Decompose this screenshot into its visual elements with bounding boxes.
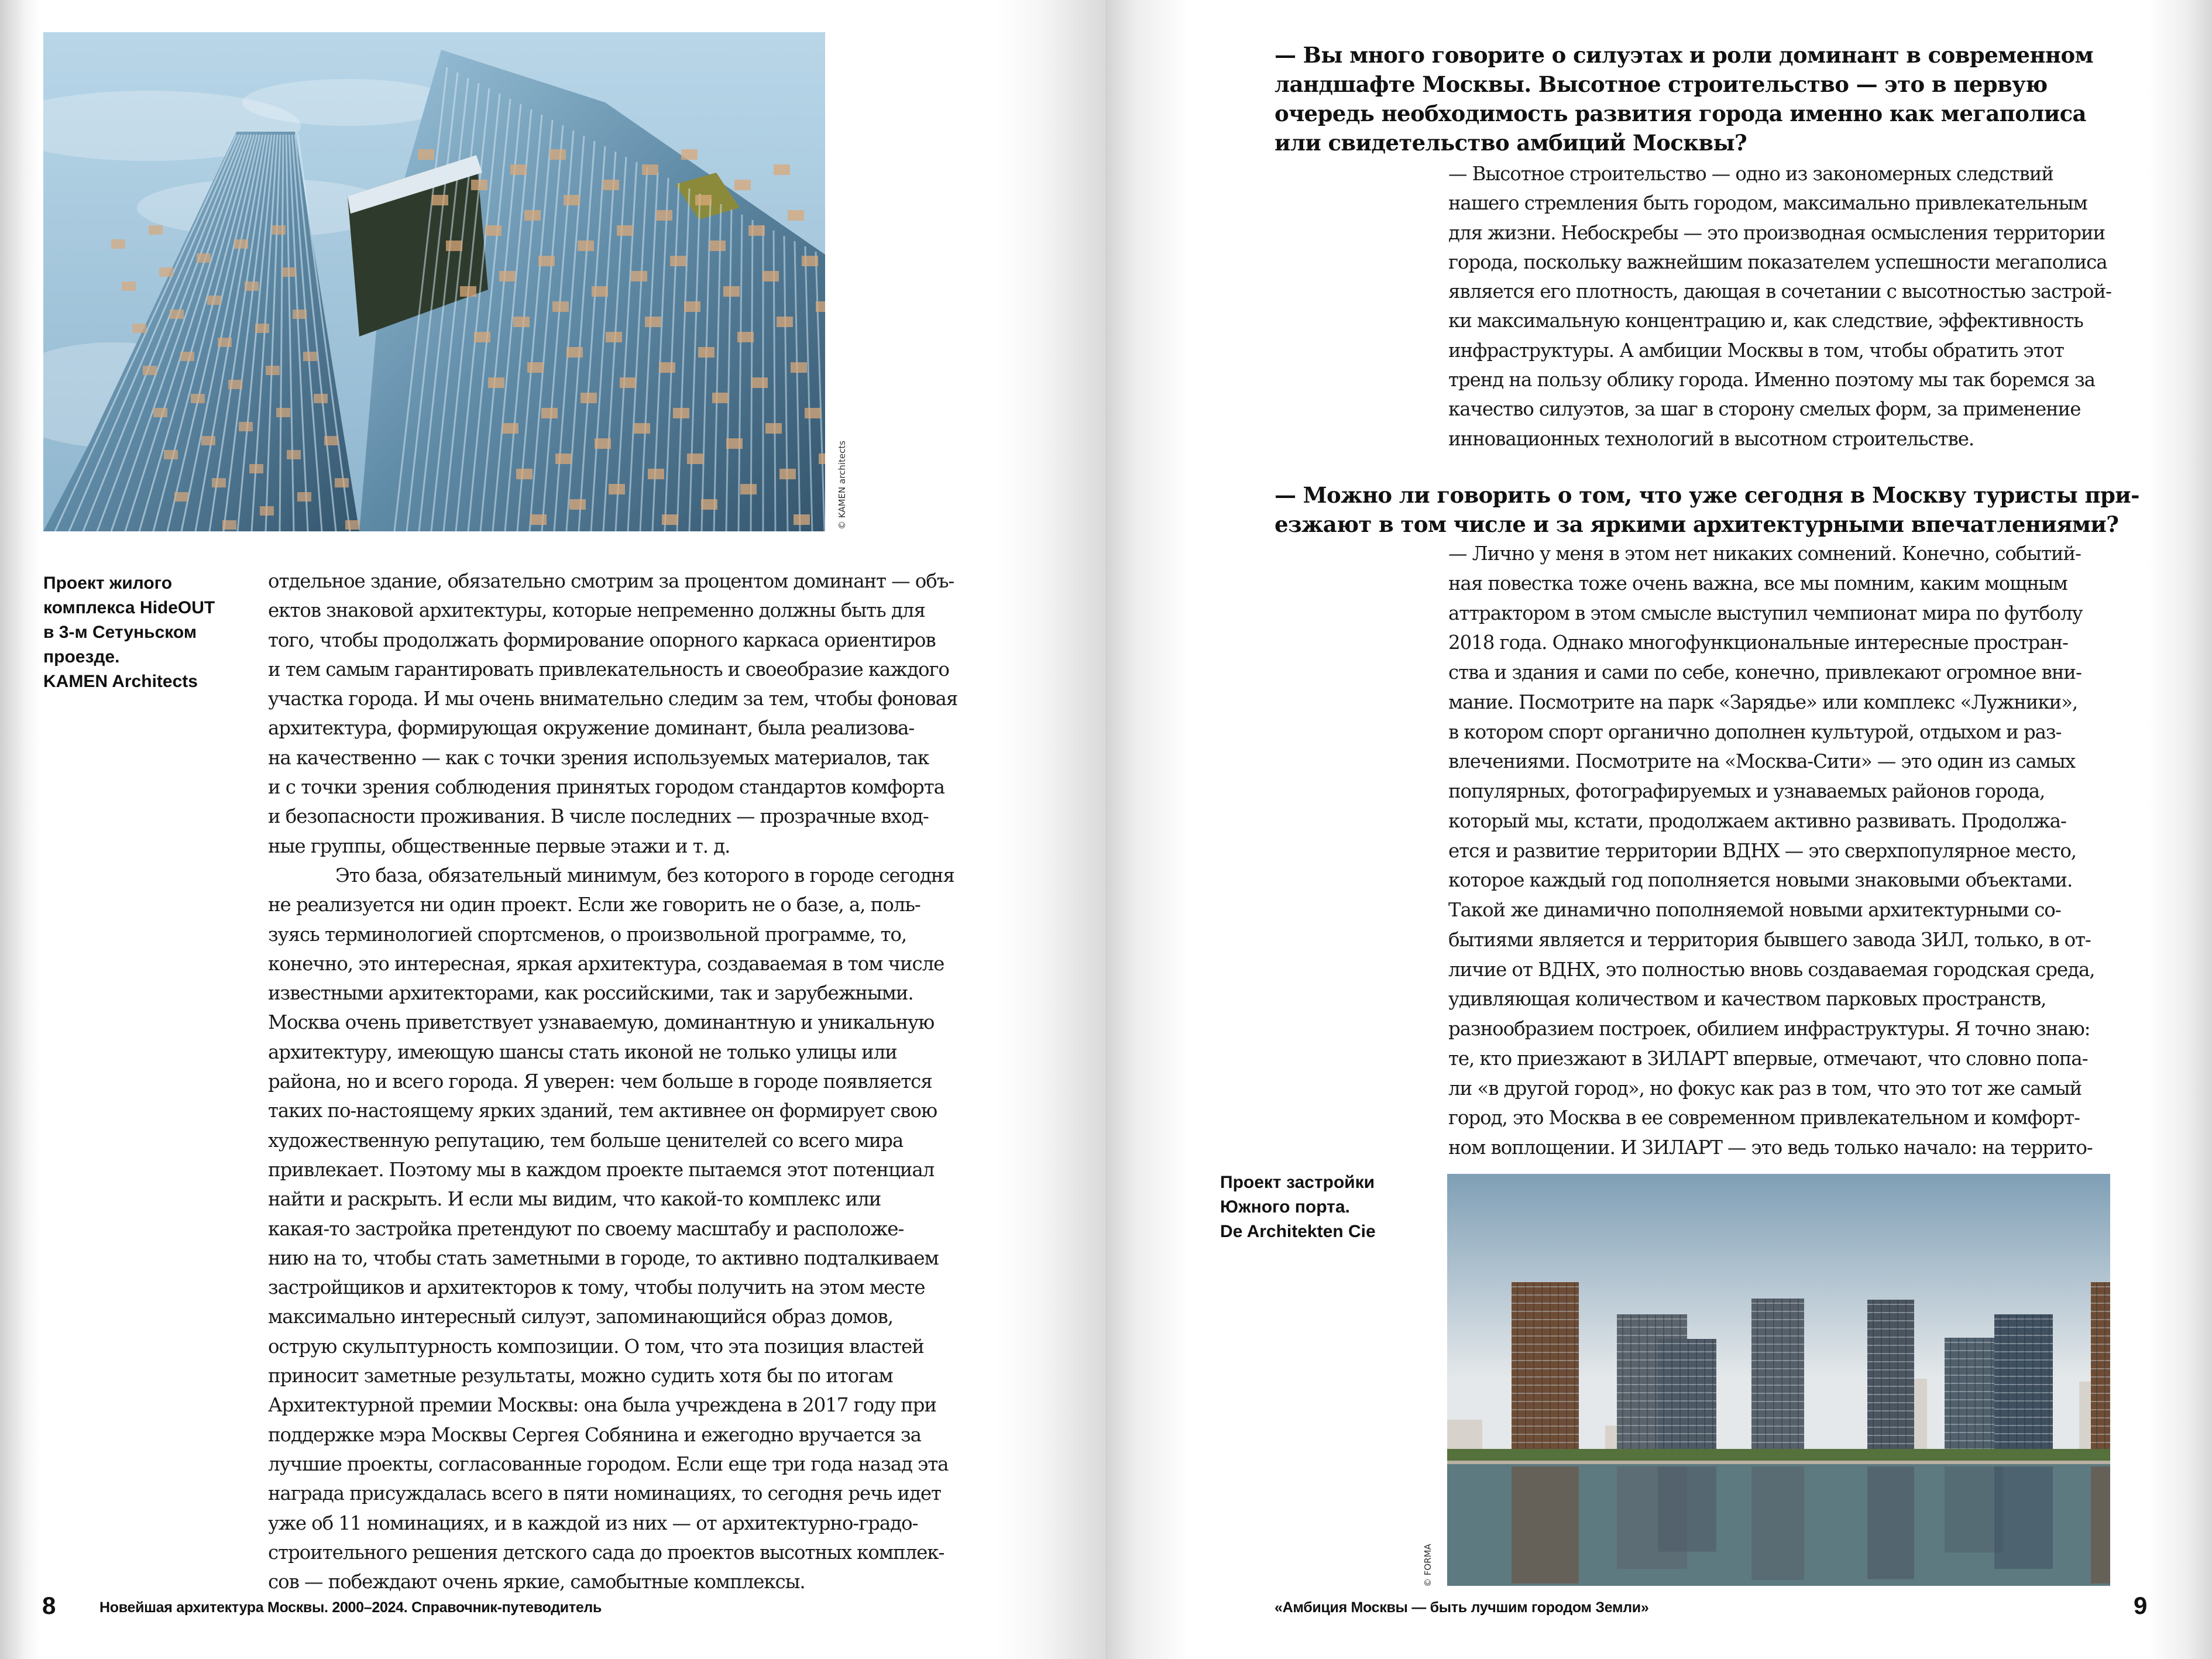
text-line: Архитектурной премии Москвы: она была учреждена в 2017 году при: [268, 1394, 936, 1417]
embankment: [1447, 1461, 2110, 1464]
page-number-right: 9: [2134, 1592, 2148, 1619]
photo-caption-hideout: [43, 571, 215, 694]
window-light: [524, 210, 541, 221]
gutter-shadow: [1107, 0, 1189, 1659]
text-line: архитектура, формирующая окружение доминант, была реализова-: [268, 717, 915, 740]
running-footer-right: «Амбиция Москвы — быть лучшим городом Земли»: [1275, 1599, 1649, 1616]
text-line: ные группы, общественные первые этажи и т. д.: [268, 834, 730, 857]
window-light: [578, 241, 594, 251]
photo-credit-forma: © FORMA: [1423, 1544, 1433, 1587]
text-line: тренд на пользу облику города. Именно поэтому мы так боремся за: [1448, 369, 2095, 391]
window-light: [774, 164, 790, 175]
window-light: [516, 469, 533, 479]
text-line: конечно, это интересная, яркая архитектура, создаваемая в том числе: [268, 952, 944, 975]
window-light: [695, 195, 712, 205]
text-line: нашего стремления быть городом, максимально привлекательным: [1448, 192, 2087, 215]
page-number-left: 8: [42, 1592, 56, 1619]
window-light: [488, 377, 504, 388]
window-light: [737, 332, 754, 342]
text-line: для жизни. Небоскребы — это производная осмысления территории: [1448, 221, 2105, 244]
photo-credit-kamen: © KAMEN architects: [837, 440, 847, 530]
text-line: который мы, кстати, продолжаем активно развивать. Продолжа-: [1448, 809, 2066, 832]
window-light: [723, 286, 740, 297]
window-light: [734, 180, 751, 190]
window-light: [282, 267, 296, 277]
text-line: того, чтобы продолжать формирование опорного каркаса ориентиров: [268, 628, 936, 651]
text-line: какая-то застройка претендуют по своему масштабу и расположе-: [268, 1217, 904, 1240]
window-light: [701, 499, 717, 510]
text-line: максимально интересный силуэт, запоминающийся образ домов,: [268, 1306, 893, 1328]
window-light: [335, 478, 349, 487]
text-line: популярных, фотографируемых и узнаваемых районов города,: [1448, 780, 2045, 802]
gutter-shadow: [995, 0, 1106, 1659]
window-light: [297, 492, 311, 502]
window-light: [748, 225, 765, 236]
tower-reflection: [1867, 1466, 1914, 1579]
text-line: художественную репутацию, тем больше ценителей со всего мира: [268, 1129, 904, 1152]
window-light: [245, 281, 259, 291]
text-line: Такой же динамично пополняемой новыми архитектурными со-: [1448, 899, 2061, 921]
text-line: ная повестка тоже очень важна, все мы помним, каким мощным: [1448, 572, 2067, 595]
text-line: ства и здания и сами по себе, конечно, привлекают огромное вни-: [1448, 661, 2082, 683]
window-light: [260, 506, 274, 516]
window-light: [791, 362, 807, 373]
tower-reflection: [1658, 1466, 1716, 1552]
caption-line: KAMEN Architects: [43, 672, 198, 691]
text-line: удивляющая количеством и качеством парковых пространств,: [1448, 988, 2046, 1011]
window-light: [276, 408, 290, 417]
window-light: [564, 195, 580, 205]
photo-south-port: [1447, 1174, 2110, 1586]
text-line: — Лично у меня в этом нет никаких сомнений. Конечно, событий-: [1448, 542, 2081, 565]
text-line: ном воплощении. И ЗИЛАРТ — это ведь только начало: на террито-: [1448, 1136, 2093, 1159]
window-light: [620, 377, 636, 388]
caption-line: проезде.: [43, 647, 120, 667]
caption-line: De Architekten Cie: [1220, 1222, 1376, 1241]
interview-question-2: [1275, 480, 2139, 539]
window-light: [552, 301, 569, 312]
text-line: личие от ВДНХ, это полностью вновь создаваемая городская среда,: [1448, 958, 2095, 981]
window-light: [595, 438, 611, 449]
text-line: бытиями является и территория бывшего завода ЗИЛ, только, в от-: [1448, 928, 2091, 951]
tower-reflection: [1751, 1466, 1804, 1580]
hideout-towers-illustration: [43, 32, 825, 531]
window-light: [617, 225, 633, 236]
text-line: и с точки зрения соблюдения принятых городом стандартов комфорта: [268, 776, 944, 799]
text-line: ки максимальную концентрацию и, как следствие, эффективность: [1448, 310, 2083, 332]
caption-line: Проект жилого: [43, 573, 173, 593]
text-line: является его плотность, дающая в сочетании с высотностью застрой-: [1448, 280, 2111, 303]
text-line: поддержке мэра Москвы Сергея Собянина и ежегодно вручается за: [268, 1423, 921, 1446]
window-light: [662, 514, 678, 525]
window-light: [197, 253, 211, 263]
window-light: [212, 478, 226, 487]
window-light: [530, 514, 547, 525]
text-line: которое каждый год пополняется новыми знаковыми объектами.: [1448, 869, 2073, 892]
window-light: [153, 408, 167, 417]
window-light: [659, 362, 675, 373]
text-line: города, поскольку важнейшим показателем успешности мегаполиса: [1448, 250, 2107, 273]
photo-caption-south-port: [1220, 1170, 1376, 1244]
window-light: [207, 296, 221, 305]
text-line: строительного решения детского сада до проектов высотных комплек-: [268, 1541, 944, 1564]
window-light: [765, 423, 782, 434]
window-light: [794, 514, 810, 525]
window-light: [159, 267, 173, 277]
window-light: [527, 362, 544, 373]
text-line: и тем самым гарантировать привлекательность и своеобразие каждого: [268, 658, 949, 681]
text-line: сов — побеждают очень яркие, самобытные комплексы.: [268, 1571, 805, 1593]
south-port-illustration: [1447, 1174, 2110, 1586]
window-light: [201, 436, 215, 445]
window-light: [805, 408, 821, 418]
text-line: зуясь терминологией спортсменов, о произвольной программе, то,: [268, 923, 907, 946]
window-light: [592, 286, 608, 297]
window-light: [143, 366, 157, 375]
interview-answer-1: [1448, 159, 2111, 454]
cloud: [242, 79, 453, 126]
window-light: [293, 310, 307, 319]
window-light: [751, 377, 768, 388]
text-line: или свидетельство амбиций Москвы?: [1275, 130, 1747, 156]
page-edge-shadow: [2148, 0, 2212, 1659]
window-light: [779, 469, 796, 479]
window-light: [228, 380, 242, 389]
window-light: [502, 423, 518, 434]
text-line: влечениями. Посмотрите на «Москва-Сити» — это один из самых: [1448, 750, 2075, 773]
window-light: [569, 499, 586, 510]
page-edge-shadow: [0, 0, 41, 1659]
text-line: мание. Посмотрите на парк «Зарядье» или комплекс «Лужники»,: [1448, 691, 2078, 713]
window-light: [191, 394, 205, 403]
text-line: архитектуру, имеющую шансы стать иконой не только улицы или: [268, 1040, 897, 1063]
window-light: [499, 271, 516, 281]
photo-hideout-towers: [43, 32, 825, 531]
window-light: [541, 408, 558, 418]
text-line: разнообразием построек, обилием инфраструктуры. Я точно знаю:: [1448, 1018, 2090, 1040]
text-line: очередь необходимость развития города именно как мегаполиса: [1275, 101, 2086, 126]
text-line: на качественно — как с точки зрения используемых материалов, так: [268, 746, 929, 769]
window-light: [314, 394, 328, 403]
window-light: [555, 454, 572, 464]
running-footer-left: Новейшая архитектура Москвы. 2000–2024. Справочник-путеводитель: [99, 1599, 602, 1616]
embankment-trees: [1447, 1449, 2110, 1462]
text-line: отдельное здание, обязательно смотрим за процентом доминант — объ-: [268, 570, 954, 592]
text-line: лучшие проекты, согласованные городом. Если еще три года назад эта: [268, 1452, 949, 1475]
text-line: уже об 11 номинациях, и в каждой из них — от архитектурно-градо-: [268, 1512, 918, 1534]
window-light: [549, 149, 566, 160]
window-light: [446, 241, 462, 251]
window-light: [684, 301, 700, 312]
text-line: известными архитекторами, как российскими, так и зарубежными.: [268, 982, 913, 1005]
text-line: ландшафте Москвы. Высотное строительство — это в первую: [1275, 71, 2048, 97]
interview-question-1: [1275, 40, 2093, 157]
window-light: [673, 408, 689, 418]
window-light: [603, 180, 619, 190]
window-light: [712, 393, 729, 403]
window-light: [249, 464, 263, 473]
window-light: [609, 484, 625, 494]
window-light: [474, 332, 490, 342]
text-line: езжают в том числе и за яркими архитектурными впечатлениями?: [1275, 511, 2119, 537]
window-light: [788, 210, 804, 221]
tower: [1867, 1300, 1914, 1461]
tower-reflection: [1994, 1466, 2053, 1569]
tower: [1994, 1314, 2053, 1461]
window-light: [132, 324, 146, 333]
text-line: инфраструктуры. А амбиции Москвы в том, чтобы обратить этот: [1448, 339, 2064, 362]
window-light: [180, 352, 194, 361]
window-light: [698, 347, 715, 358]
window-light: [122, 281, 136, 291]
text-line: те, кто приезжают в ЗИЛАРТ впервые, отмечают, что словно попа-: [1448, 1047, 2088, 1070]
caption-line: в 3-м Сетуньском: [43, 623, 197, 642]
window-light: [485, 225, 502, 236]
caption-line: Проект застройки: [1220, 1173, 1375, 1192]
window-light: [642, 164, 658, 175]
text-line: город, это Москва в ее современном привлекательном и комфорт-: [1448, 1107, 2080, 1129]
text-line: острую скульптурность композиции. О том, что эта позиция властей: [268, 1335, 924, 1358]
text-line: награда присуждалась всего в пяти номинациях, то сегодня речь идет: [268, 1482, 941, 1505]
tower-reflection: [1512, 1466, 1579, 1584]
interview-answer-2: [1448, 539, 2095, 1163]
text-line: — Высотное строительство — одно из закономерных следствий: [1448, 163, 2053, 185]
window-light: [740, 484, 757, 494]
text-line: найти и раскрыть. И если мы видим, что какой-то комплекс или: [268, 1188, 881, 1211]
text-line: приносит заметные результаты, можно судить хотя бы по итогам: [268, 1365, 893, 1387]
tower: [1751, 1299, 1804, 1461]
window-light: [303, 352, 317, 361]
window-light: [324, 436, 338, 445]
window-light: [460, 286, 476, 297]
text-line: привлекает. Поэтому мы в каждом проекте пытаемся этот потенциал: [268, 1158, 935, 1181]
window-light: [174, 492, 188, 502]
text-line: ется и развитие территории ВДНХ — это сверхпопулярное место,: [1448, 839, 2077, 862]
text-line: — Можно ли говорить о том, что уже сегодня в Москву туристы при-: [1275, 482, 2139, 508]
text-line: участка города. И мы очень внимательно следим за тем, чтобы фоновая: [268, 688, 958, 710]
text-line: — Вы много говорите о силуэтах и роли доминант в современном: [1275, 42, 2094, 68]
text-line: района, но и всего города. Я уверен: чем больше в городе появляется: [268, 1070, 932, 1093]
window-light: [670, 256, 686, 266]
caption-line: Южного порта.: [1220, 1197, 1350, 1217]
tower-reflection: [2091, 1466, 2110, 1584]
text-line: таких по-настоящему ярких зданий, тем активнее он формирует свою: [268, 1100, 937, 1122]
window-light: [606, 332, 622, 342]
window-light: [777, 317, 793, 327]
window-light: [802, 256, 818, 266]
window-light: [222, 520, 236, 530]
window-light: [681, 149, 698, 160]
article-body-left: [268, 566, 957, 1596]
text-line: Москва очень приветствует узнаваемую, доминантную и уникальную: [268, 1011, 935, 1034]
window-light: [634, 423, 650, 434]
window-light: [645, 317, 661, 327]
window-light: [234, 239, 248, 249]
text-line: застройщиков и архитекторов к тому, чтобы получить на этом месте: [268, 1276, 925, 1299]
window-light: [510, 164, 527, 175]
window-light: [513, 317, 530, 327]
window-light: [287, 450, 301, 459]
text-line: инновационных технологий в высотном строительстве.: [1448, 427, 1974, 450]
window-light: [266, 366, 280, 375]
window-light: [656, 210, 672, 221]
window-light: [149, 225, 163, 235]
text-line: и безопасности проживания. В числе последних — прозрачные вход-: [268, 805, 929, 828]
window-light: [170, 310, 184, 319]
window-light: [111, 239, 125, 249]
window-light: [581, 393, 597, 403]
window-light: [432, 195, 448, 205]
text-line: ли «в другой город», но фокус как раз в том, что это тот же самый: [1448, 1077, 2082, 1100]
window-light: [566, 347, 583, 358]
right-page: [1107, 0, 2212, 1659]
window-light: [816, 301, 825, 312]
window-light: [762, 271, 779, 281]
window-light: [687, 454, 703, 464]
text-line: аттрактором в этом смысле выступил чемпионат мира по футболу: [1448, 602, 2083, 624]
window-light: [218, 338, 232, 347]
window-light: [819, 454, 825, 464]
window-light: [164, 450, 178, 459]
window-light: [648, 469, 664, 479]
text-line: качество силуэтов, за шаг в сторону смелых форм, за применение: [1448, 398, 2081, 421]
text-line: в котором спорт органично дополнен культурой, отдыхом и раз-: [1448, 720, 2062, 743]
caption-line: комплекса HideOUT: [43, 598, 215, 617]
window-light: [631, 271, 647, 281]
window-light: [726, 438, 743, 449]
window-light: [255, 324, 269, 333]
text-line: Это база, обязательный минимум, без которого в городе сегодня: [335, 864, 954, 887]
text-line: ектов знаковой архитектуры, которые непременно должны быть для: [268, 599, 925, 622]
window-light: [471, 180, 487, 190]
text-line: не реализуется ни один проект. Если же говорить не о базе, а, поль-: [268, 894, 920, 916]
window-light: [345, 520, 359, 530]
text-line: 2018 года. Однако многофункциональные интересные простран-: [1448, 631, 2068, 654]
text-line: нию на то, чтобы стать заметными в городе, то активно подталкиваем: [268, 1246, 939, 1269]
window-light: [272, 225, 286, 235]
window-light: [709, 241, 726, 251]
window-light: [538, 256, 555, 266]
window-light: [418, 149, 434, 160]
window-light: [239, 422, 253, 431]
